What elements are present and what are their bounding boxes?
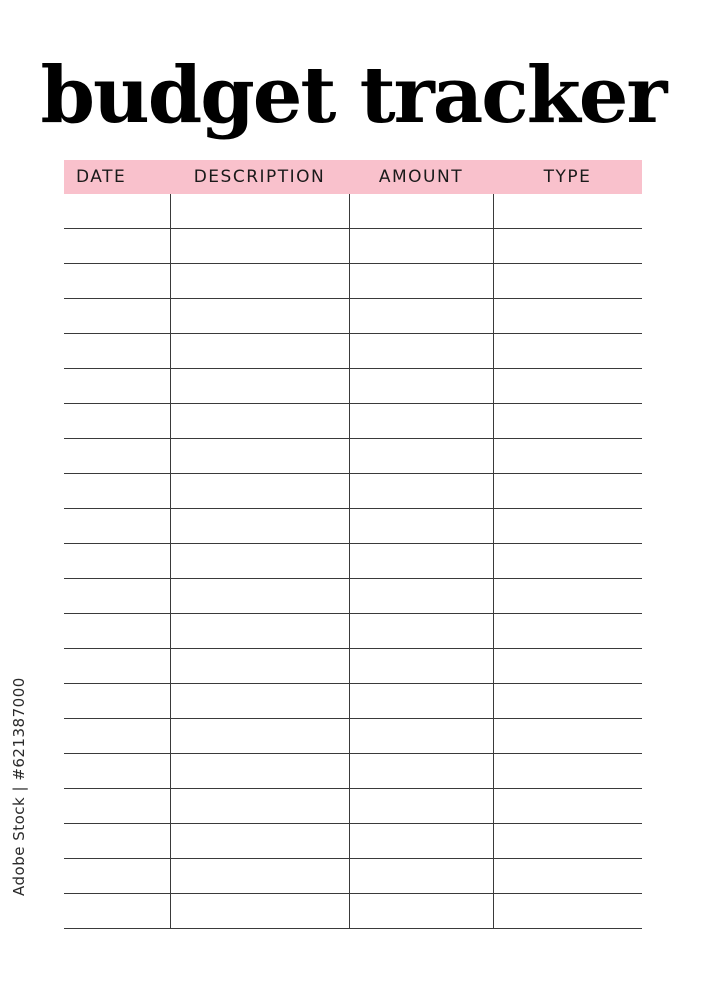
table-row (64, 229, 642, 264)
cell-description[interactable] (170, 439, 349, 474)
cell-type[interactable] (493, 649, 642, 684)
cell-date[interactable] (64, 684, 170, 719)
cell-amount[interactable] (349, 194, 493, 229)
table-row (64, 789, 642, 824)
cell-date[interactable] (64, 824, 170, 859)
cell-date[interactable] (64, 509, 170, 544)
cell-amount[interactable] (349, 369, 493, 404)
cell-description[interactable] (170, 789, 349, 824)
table-row (64, 719, 642, 754)
cell-amount[interactable] (349, 334, 493, 369)
cell-date[interactable] (64, 369, 170, 404)
cell-description[interactable] (170, 194, 349, 229)
cell-description[interactable] (170, 824, 349, 859)
cell-date[interactable] (64, 789, 170, 824)
table-row (64, 474, 642, 509)
table-row (64, 439, 642, 474)
cell-description[interactable] (170, 614, 349, 649)
cell-type[interactable] (493, 509, 642, 544)
column-header-date: DATE (76, 167, 127, 187)
cell-amount[interactable] (349, 439, 493, 474)
cell-type[interactable] (493, 474, 642, 509)
cell-date[interactable] (64, 649, 170, 684)
cell-amount[interactable] (349, 894, 493, 929)
cell-type[interactable] (493, 544, 642, 579)
column-header-amount: AMOUNT (378, 167, 464, 187)
cell-description[interactable] (170, 754, 349, 789)
cell-date[interactable] (64, 894, 170, 929)
cell-description[interactable] (170, 579, 349, 614)
cell-amount[interactable] (349, 509, 493, 544)
cell-type[interactable] (493, 754, 642, 789)
cell-date[interactable] (64, 614, 170, 649)
cell-date[interactable] (64, 299, 170, 334)
cell-date[interactable] (64, 439, 170, 474)
cell-amount[interactable] (349, 474, 493, 509)
table-row (64, 369, 642, 404)
cell-date[interactable] (64, 754, 170, 789)
cell-type[interactable] (493, 579, 642, 614)
cell-type[interactable] (493, 439, 642, 474)
cell-amount[interactable] (349, 824, 493, 859)
cell-description[interactable] (170, 369, 349, 404)
table-row (64, 404, 642, 439)
cell-type[interactable] (493, 614, 642, 649)
cell-amount[interactable] (349, 544, 493, 579)
column-header-description: DESCRIPTION (193, 167, 326, 187)
cell-date[interactable] (64, 859, 170, 894)
cell-description[interactable] (170, 264, 349, 299)
cell-description[interactable] (170, 684, 349, 719)
table-row (64, 649, 642, 684)
cell-type[interactable] (493, 824, 642, 859)
cell-amount[interactable] (349, 299, 493, 334)
cell-date[interactable] (64, 334, 170, 369)
cell-type[interactable] (493, 194, 642, 229)
cell-description[interactable] (170, 649, 349, 684)
cell-date[interactable] (64, 229, 170, 264)
cell-amount[interactable] (349, 719, 493, 754)
cell-description[interactable] (170, 509, 349, 544)
table-row (64, 824, 642, 859)
cell-date[interactable] (64, 579, 170, 614)
column-header-type: TYPE (543, 167, 592, 187)
cell-type[interactable] (493, 299, 642, 334)
table-row (64, 614, 642, 649)
cell-date[interactable] (64, 719, 170, 754)
cell-description[interactable] (170, 894, 349, 929)
page-title: budget tracker (40, 50, 666, 141)
cell-description[interactable] (170, 334, 349, 369)
cell-date[interactable] (64, 264, 170, 299)
cell-description[interactable] (170, 404, 349, 439)
cell-date[interactable] (64, 544, 170, 579)
table-row (64, 544, 642, 579)
cell-amount[interactable] (349, 754, 493, 789)
table-row (64, 894, 642, 929)
budget-table (64, 160, 642, 929)
cell-description[interactable] (170, 859, 349, 894)
table-body (64, 194, 642, 929)
table-row (64, 684, 642, 719)
cell-description[interactable] (170, 719, 349, 754)
cell-amount[interactable] (349, 859, 493, 894)
cell-amount[interactable] (349, 264, 493, 299)
cell-type[interactable] (493, 264, 642, 299)
table-row (64, 334, 642, 369)
cell-type[interactable] (493, 334, 642, 369)
cell-amount[interactable] (349, 579, 493, 614)
cell-amount[interactable] (349, 229, 493, 264)
table-row (64, 579, 642, 614)
cell-description[interactable] (170, 229, 349, 264)
cell-type[interactable] (493, 229, 642, 264)
cell-type[interactable] (493, 859, 642, 894)
cell-type[interactable] (493, 719, 642, 754)
table-header-row (64, 160, 642, 194)
cell-date[interactable] (64, 194, 170, 229)
cell-description[interactable] (170, 474, 349, 509)
table-row (64, 859, 642, 894)
cell-type[interactable] (493, 369, 642, 404)
cell-amount[interactable] (349, 614, 493, 649)
cell-amount[interactable] (349, 789, 493, 824)
cell-type[interactable] (493, 684, 642, 719)
table-row (64, 299, 642, 334)
cell-date[interactable] (64, 474, 170, 509)
table-row (64, 754, 642, 789)
cell-description[interactable] (170, 544, 349, 579)
cell-type[interactable] (493, 789, 642, 824)
table-row (64, 264, 642, 299)
cell-amount[interactable] (349, 404, 493, 439)
cell-type[interactable] (493, 894, 642, 929)
cell-date[interactable] (64, 404, 170, 439)
cell-amount[interactable] (349, 649, 493, 684)
table-row (64, 194, 642, 229)
cell-description[interactable] (170, 299, 349, 334)
stock-image-id: Adobe Stock | #621387000 (10, 677, 28, 896)
table-row (64, 509, 642, 544)
cell-amount[interactable] (349, 684, 493, 719)
cell-type[interactable] (493, 404, 642, 439)
